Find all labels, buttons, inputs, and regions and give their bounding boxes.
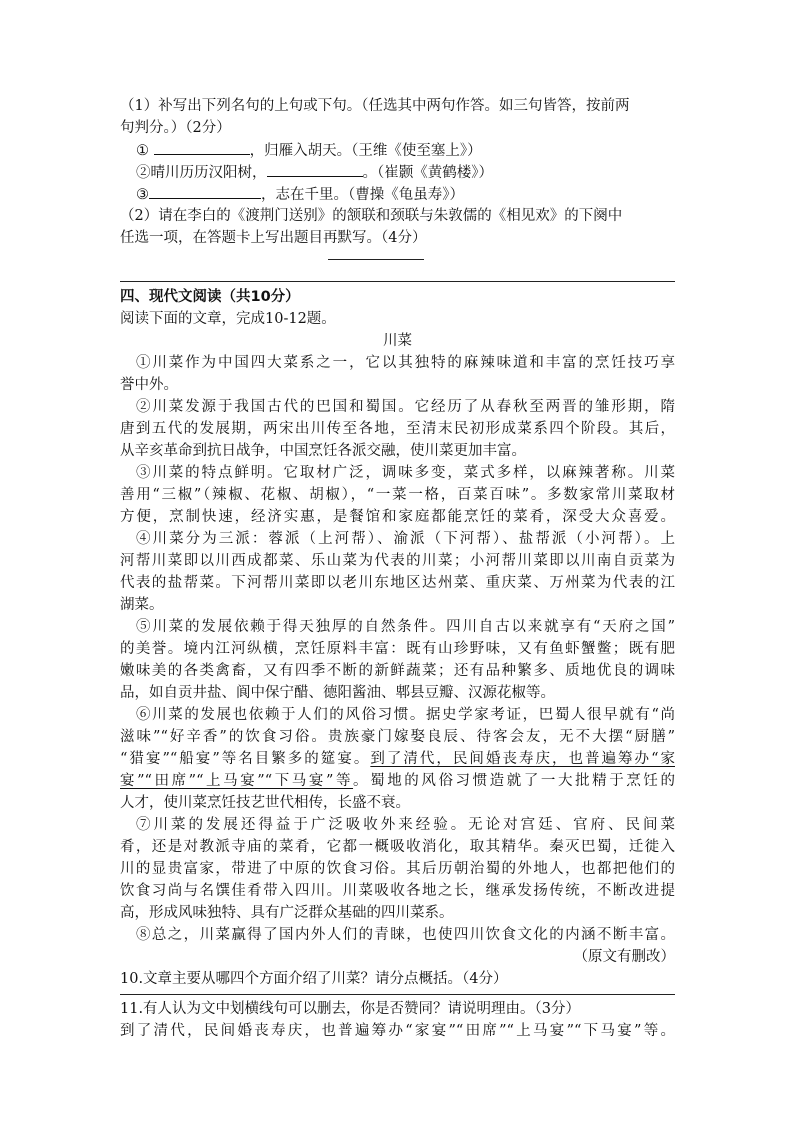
para-6-text: “猎宴”“船宴”等名目繁多的筵宴。 bbox=[120, 751, 371, 767]
fill-item-1-text: ，归雁入胡天。（王维《使至塞上》） bbox=[249, 143, 482, 159]
question-11: 11.有人认为文中划横线句可以删去，你是否赞同？请说明理由。（3分） bbox=[120, 1001, 581, 1017]
fill-item-3 bbox=[136, 183, 675, 206]
para-3-line: ③川菜的特点鲜明。它取材广泛，调味多变，菜式多样，以麻辣著称。川菜 bbox=[136, 465, 675, 481]
para-5-line: 嫩味美的各类禽畜，又有四季不断的新鲜蔬菜；还有品种繁多、质地优良的调味 bbox=[120, 663, 675, 679]
question-10: 10.文章主要从哪四个方面介绍了川菜？请分点概括。（4分） bbox=[120, 971, 508, 987]
para-6-line bbox=[120, 748, 675, 770]
q2-instruction: （2）请在李白的《渡荆门送别》的颔联和颈联与朱敦儒的《相见欢》的下阕中 bbox=[120, 208, 623, 224]
para-5-line: ⑤川菜的发展依赖于得天独厚的自然条件。四川自古以来就享有“天府之国” bbox=[136, 619, 675, 635]
para-2-line: ②川菜发源于我国古代的巴国和蜀国。它经历了从春秋至两晋的雏形期，隋 bbox=[136, 399, 675, 415]
reading-instruction: 阅读下面的文章，完成10-12题。 bbox=[120, 311, 336, 327]
underlined-sentence: 到了清代，民间婚丧寿庆，也普遍筹办“家 bbox=[370, 751, 675, 767]
para-6-line: 人才，使川菜烹饪技艺世代相传，长盛不衰。 bbox=[120, 795, 410, 811]
para-4-line: 湖菜。 bbox=[120, 597, 164, 613]
para-4-line: 代表的盐帮菜。下河帮川菜即以老川东地区达州菜、重庆菜、万州菜为代表的江 bbox=[120, 575, 675, 591]
para-6-line: ⑥川菜的发展也依赖于人们的风俗习惯。据史学家考证，巴蜀人很早就有“尚 bbox=[136, 707, 675, 723]
fill-item-1-number: ① bbox=[136, 143, 149, 159]
para-2-line: 唐到五代的发展期，两宋出川传至各地，至清末民初形成菜系四个阶段。其后， bbox=[120, 421, 675, 437]
para-7-line: 高，形成风味独特、具有广泛群众基础的四川菜系。 bbox=[120, 905, 454, 921]
para-4-line: 河帮川菜即以川西成都菜、乐山菜为代表的川菜；小河帮川菜即以川南自贡菜为 bbox=[120, 553, 675, 569]
para-7-line: 饮食习尚与名馔佳肴带入四川。川菜吸收各地之长，继承发扬传统，不断改进提 bbox=[120, 883, 675, 899]
para-2-line: 从辛亥革命到抗日战争，中国烹饪各派交融，使川菜更加丰富。 bbox=[120, 443, 526, 459]
para-1-line: 誉中外。 bbox=[120, 377, 178, 393]
section-heading: 四、现代文阅读（共10分） bbox=[120, 289, 300, 305]
fill-item-2-text: ②晴川历历汉阳树， bbox=[136, 165, 267, 181]
q1-instruction: （1）补写出下列名句的上句或下句。（任选其中两句作答。如三句皆答，按前两 bbox=[120, 98, 630, 114]
para-3-line: 方便，烹制快速，经济实惠，是餐馆和家庭都能烹饪的菜肴，深受大众喜爱。 bbox=[120, 509, 675, 525]
para-5-line: 的美誉。境内江河纵横，烹饪原料丰富：既有山珍野味，又有鱼虾蟹鳖；既有肥 bbox=[120, 641, 675, 657]
fill-blank-1[interactable] bbox=[154, 139, 250, 155]
para-8-line: ⑧总之，川菜赢得了国内外人们的青睐，也使四川饮食文化的内涵不断丰富。 bbox=[136, 927, 675, 943]
para-5-line: 品，如自贡井盐、阆中保宁醋、德阳酱油、郫县豆瓣、汉源花椒等。 bbox=[120, 685, 555, 701]
q2-instruction-cont: 任选一项，在答题卡上写出题目再默写。（4分） bbox=[120, 230, 427, 246]
para-7-line: 肴，还是对教派寺庙的菜肴，它都一概吸收消化，取其精华。秦灭巴蜀，迁徙入 bbox=[120, 839, 675, 855]
para-1-line: ①川菜作为中国四大菜系之一，它以其独特的麻辣味道和丰富的烹饪技巧享 bbox=[136, 355, 675, 371]
section-divider bbox=[120, 281, 675, 282]
answer-line-10[interactable] bbox=[120, 994, 675, 995]
para-6-line: 滋味”“好辛香”的饮食习俗。贵族豪门嫁娶良辰、待客会友，无不大摆“厨膳” bbox=[120, 729, 675, 745]
source-note: （原文有删改） bbox=[573, 949, 675, 965]
fill-item-1 bbox=[136, 139, 675, 162]
question-11-quote: 到了清代，民间婚丧寿庆，也普遍筹办“家宴”“田席”“上马宴”“下马宴”等。 bbox=[120, 1023, 675, 1039]
underlined-sentence-cont: 宴”“田席”“上马宴”“下马宴”等 bbox=[120, 773, 354, 789]
para-4-line: ④川菜分为三派：蓉派（上河帮）、渝派（下河帮）、盐帮派（小河帮）。上 bbox=[136, 531, 675, 547]
article-title: 川菜 bbox=[383, 333, 412, 349]
para-7-line: ⑦川菜的发展还得益于广泛吸收外来经验。无论对宫廷、官府、民间菜 bbox=[136, 817, 675, 833]
fill-item-3-text: ，志在千里。（曹操《龟虽寿》） bbox=[261, 187, 464, 203]
fill-item-2 bbox=[136, 161, 675, 184]
para-6-line bbox=[120, 770, 675, 792]
fill-item-2-source: 。（崔颢《黄鹤楼》） bbox=[362, 165, 493, 181]
fill-blank-3[interactable] bbox=[149, 183, 261, 199]
q1-instruction-cont: 句判分。）（2分） bbox=[120, 120, 231, 136]
para-6-text: 。蜀地的风俗习惯造就了一大批精于烹饪的 bbox=[353, 773, 675, 789]
para-7-line: 川的显贵富家，带进了中原的饮食习俗。其后历朝治蜀的外地人，也都把他们的 bbox=[120, 861, 675, 877]
para-3-line: 善用“三椒”（辣椒、花椒、胡椒），“一菜一格，百菜百味”。多数家常川菜取材 bbox=[120, 487, 675, 503]
fill-blank-2[interactable] bbox=[267, 161, 363, 177]
fill-item-3-number: ③ bbox=[136, 187, 149, 203]
short-divider bbox=[328, 259, 424, 260]
